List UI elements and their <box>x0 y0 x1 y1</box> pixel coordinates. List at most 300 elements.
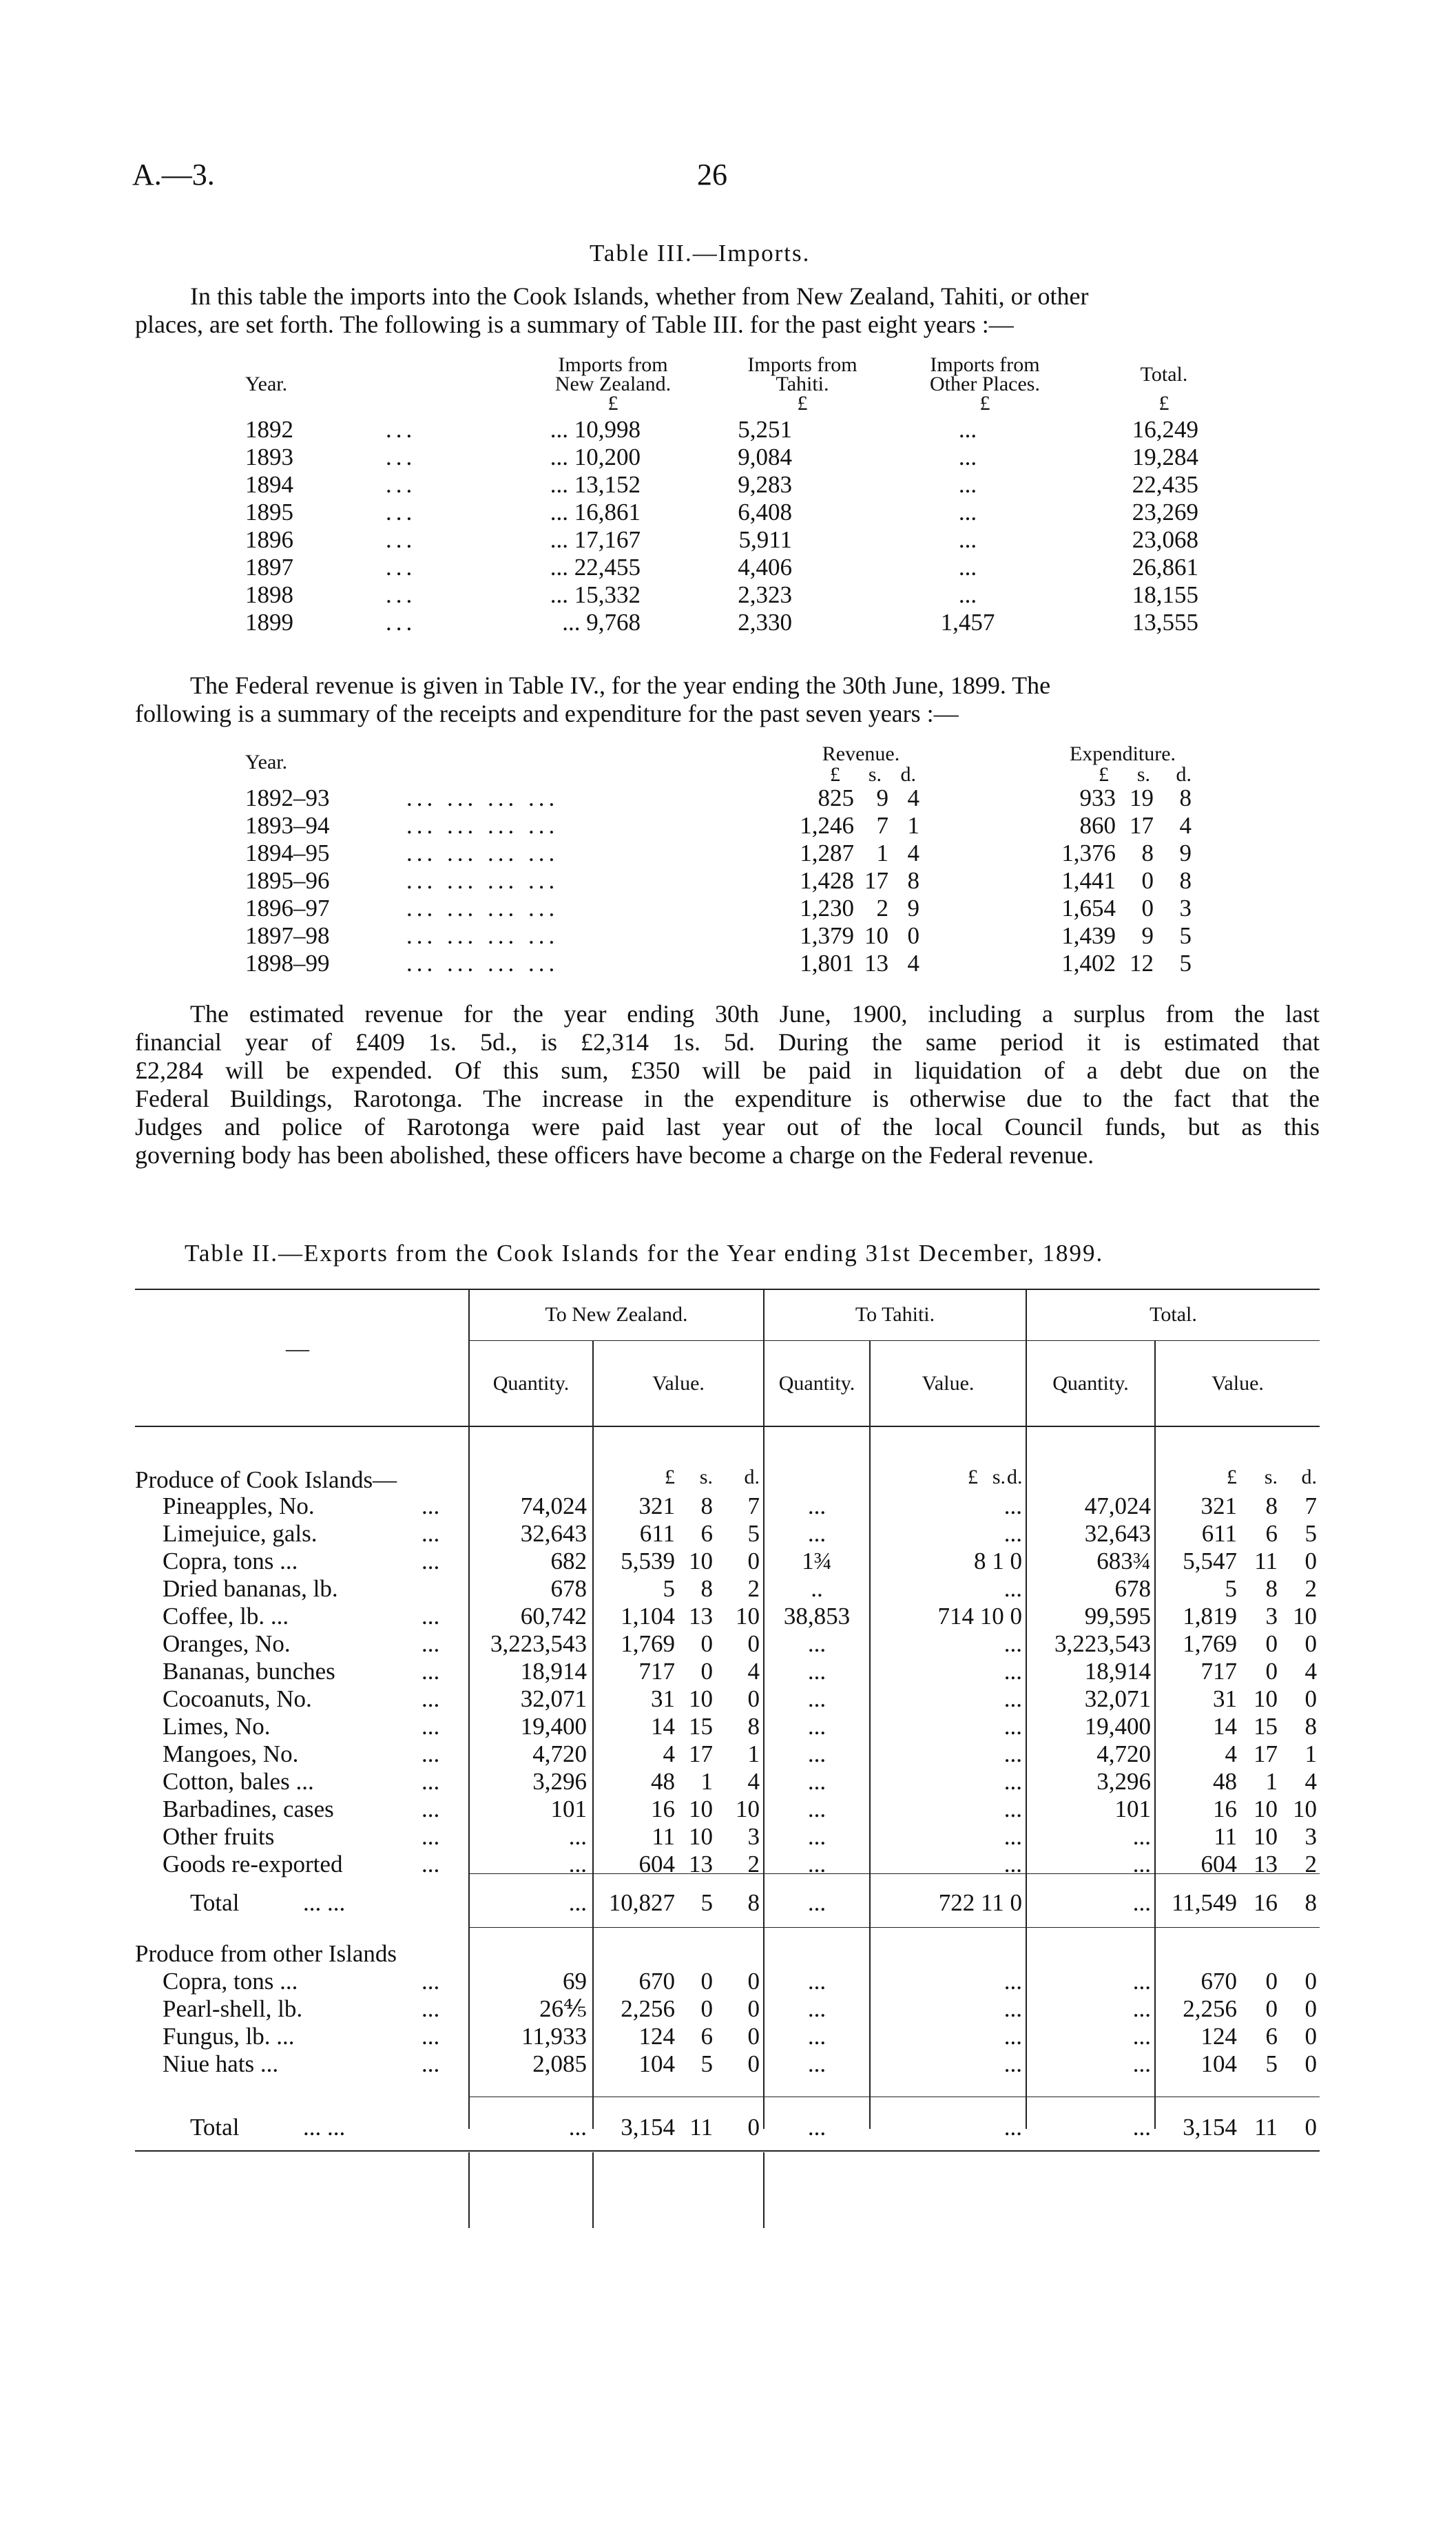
revenue-dots: ... ... ... ... <box>406 922 559 949</box>
exports-leader-dots: ... <box>422 1851 440 1878</box>
exports-total-pounds: 1,819 <box>1183 1603 1237 1630</box>
exports-total-quantity: ... <box>1132 1851 1151 1878</box>
imports-total-value: 19,284 <box>1132 444 1198 470</box>
exports-nz-pence: 0 <box>747 2023 760 2050</box>
imports-nz-value: ... 13,152 <box>550 471 641 498</box>
exports-total-pence: 2 <box>1304 1851 1317 1878</box>
exports-leader-dots: ... <box>422 1796 440 1822</box>
exports-tahiti-value: 722 11 0 <box>938 1889 1022 1916</box>
exports-leader-dots: ... <box>422 1630 440 1657</box>
exports-nz-shillings: 0 <box>700 1658 713 1685</box>
exports-vline-8 <box>592 2152 594 2228</box>
exports-nz-shillings: 6 <box>700 2023 713 2050</box>
exports-total-shillings: 0 <box>1265 1968 1278 1995</box>
imports-dots: ... <box>386 581 417 608</box>
imports-dots: ... <box>386 471 417 498</box>
exports-leader-dots: ... <box>422 1658 440 1685</box>
revenue-dots: ... ... ... ... <box>406 867 559 894</box>
exports-nz-shillings: 0 <box>700 1995 713 2022</box>
exports-tahiti-value-header: Value. <box>922 1372 975 1395</box>
exports-total-shillings: 6 <box>1265 2023 1278 2050</box>
exports-total-pounds: 611 <box>1201 1520 1237 1547</box>
imports-col-other-2: Other Places. <box>930 373 1040 395</box>
exports-total-pounds: 4 <box>1225 1740 1237 1767</box>
revenue-pounds: 825 <box>818 784 854 811</box>
exports-item-label: Limes, No. <box>163 1713 271 1740</box>
exports-tahiti-value: 714 10 0 <box>937 1603 1022 1630</box>
revenue-year: 1896–97 <box>245 895 330 922</box>
exports-tahiti-value: ... <box>1003 1768 1022 1795</box>
exports-nz-quantity: 26⅘ <box>539 1995 587 2022</box>
exports-item-label: Limejuice, gals. <box>163 1520 318 1547</box>
exports-nz-shillings: 5 <box>700 1889 713 1916</box>
revenue-year: 1894–95 <box>245 840 330 866</box>
revenue-dots: ... ... ... ... <box>406 895 559 922</box>
exports-total-quantity: 32,643 <box>1084 1520 1151 1547</box>
revenue-year: 1893–94 <box>245 812 330 839</box>
revenue-pounds: 1,287 <box>800 840 854 866</box>
exports-tahiti-quantity: ... <box>807 1740 826 1767</box>
exports-item-label: Mangoes, No. <box>163 1740 299 1767</box>
exports-total-quantity: ... <box>1132 1968 1151 1995</box>
revenue-col-expenditure: Expenditure. <box>1069 742 1176 765</box>
imports-pound-nz: £ <box>607 392 618 415</box>
revenue-shillings: 13 <box>864 950 888 977</box>
revenue-dots: ... ... ... ... <box>406 840 559 866</box>
exports-total-shillings: 13 <box>1254 1851 1278 1878</box>
exports-nz-pounds: 5 <box>663 1575 675 1602</box>
exports-nz-quantity: 3,296 <box>532 1768 587 1795</box>
imports-total-value: 26,861 <box>1132 554 1198 581</box>
expenditure-shillings: 0 <box>1141 895 1154 922</box>
revenue-pounds: 1,246 <box>800 812 854 839</box>
exports-total-quantity: 18,914 <box>1084 1658 1151 1685</box>
revenue-year: 1897–98 <box>245 922 330 949</box>
exports-title: Table II.—Exports from the Cook Islands for the Year ending 31st December, 1899. <box>185 1240 1104 1267</box>
revenue-shillings: 10 <box>864 922 888 949</box>
exports-total-quantity: ... <box>1132 1823 1151 1850</box>
exports-total-pounds: 717 <box>1200 1658 1237 1685</box>
exports-nz-pence: 10 <box>736 1603 760 1630</box>
exports-nz-shillings: 1 <box>700 1768 713 1795</box>
exports-total-shillings: 8 <box>1265 1575 1278 1602</box>
exports-tahiti-value: ... <box>1003 1685 1022 1712</box>
exports-total-quantity: ... <box>1132 1889 1151 1916</box>
exports-item-label: Pineapples, No. <box>163 1492 315 1519</box>
imports-other-value: ... <box>958 581 977 608</box>
exports-tahiti-value: ... <box>1003 1520 1022 1547</box>
exports-total1-rule-bottom <box>468 1927 1320 1928</box>
imports-total-value: 16,249 <box>1132 416 1198 443</box>
imports-other-value: 1,457 <box>940 609 995 636</box>
exports-tahiti-quantity: ... <box>807 2050 826 2077</box>
revenue-pence: 4 <box>907 784 919 811</box>
exports-nz-pounds: 31 <box>651 1685 675 1712</box>
exports-total-shillings: 5 <box>1265 2050 1278 2077</box>
expenditure-pounds: 1,654 <box>1061 895 1116 922</box>
estimate-line: £2,284 will be expended. Of this sum, £350 will be paid in liquidation of a debt due on the <box>135 1057 1320 1084</box>
exports-nz-quantity: 60,742 <box>520 1603 587 1630</box>
exports-total-pence: 10 <box>1293 1603 1317 1630</box>
report-reference: A.—3. <box>132 158 215 191</box>
estimate-line: governing body has been abolished, these officers have become a charge on the Federal revenue. <box>135 1141 1094 1169</box>
exports-nz-quantity: 19,400 <box>520 1713 587 1740</box>
exports-total-label: Total <box>190 1889 240 1916</box>
exports-item-label: Goods re-exported <box>163 1851 343 1878</box>
revenue-pounds: 1,379 <box>800 922 854 949</box>
exports-total-pounds: 48 <box>1213 1768 1237 1795</box>
exports-item-label: Bananas, bunches <box>163 1658 335 1685</box>
exports-leader-dots: ... <box>422 2050 440 2077</box>
exports-total-value-header: Value. <box>1211 1372 1264 1395</box>
exports-nz-pence: 1 <box>747 1740 760 1767</box>
exports-total-pounds: 2,256 <box>1183 1995 1237 2022</box>
exports-leader-dots: ... <box>422 1740 440 1767</box>
exports-nz-pence: 3 <box>747 1823 760 1850</box>
imports-total-value: 18,155 <box>1132 581 1198 608</box>
exports-nz-quantity: 682 <box>550 1548 587 1574</box>
revenue-lsd-shilling: s. <box>868 763 882 786</box>
exports-nz-pence: 0 <box>747 1548 760 1574</box>
exports-total-pounds: 5,547 <box>1183 1548 1237 1574</box>
exports-tahiti-quantity: ... <box>807 1796 826 1822</box>
exports-leader-dots: ... <box>422 1520 440 1547</box>
exports-leader-dots: ... <box>422 1768 440 1795</box>
exports-nz-pounds: 14 <box>651 1713 675 1740</box>
exports-total-pounds: 104 <box>1200 2050 1237 2077</box>
exports-total-shillings: 10 <box>1254 1685 1278 1712</box>
exports-total-pounds: 11,549 <box>1172 1889 1237 1916</box>
exports-leader-dots: ... <box>422 2023 440 2050</box>
exports-nz-quantity: 32,071 <box>520 1685 587 1712</box>
exports-nz-pence: 8 <box>747 1889 760 1916</box>
imports-year: 1895 <box>245 499 293 526</box>
exports-tahiti-quantity: ... <box>807 1685 826 1712</box>
exports-vline-7 <box>468 2152 470 2228</box>
exports-nz-shillings: 10 <box>689 1796 713 1822</box>
exports-total-pence: 8 <box>1304 1713 1317 1740</box>
imports-pound-total: £ <box>1158 392 1169 415</box>
exports-nz-pence: 0 <box>747 1685 760 1712</box>
imports-year: 1892 <box>245 416 293 443</box>
exports-group-rule <box>468 1340 1320 1341</box>
revenue-pounds: 1,801 <box>800 950 854 977</box>
exports-total-pence: 0 <box>1304 2050 1317 2077</box>
exports-item-label: Oranges, No. <box>163 1630 291 1657</box>
exports-total-pence: 7 <box>1304 1492 1317 1519</box>
revenue-lsd-pound: £ <box>830 763 840 786</box>
exports-nz-shillings: 8 <box>700 1575 713 1602</box>
exports-nz-pence: 5 <box>747 1520 760 1547</box>
exports-nz-pence: 0 <box>747 1968 760 1995</box>
exports-total-shillings: 0 <box>1265 1995 1278 2022</box>
imports-pound-other: £ <box>979 392 990 415</box>
imports-col-other-1: Imports from <box>930 353 1040 376</box>
imports-other-value: ... <box>958 499 977 526</box>
expenditure-pence: 4 <box>1179 812 1192 839</box>
exports-nz-pence: 0 <box>747 2114 760 2141</box>
revenue-shillings: 17 <box>864 867 888 894</box>
imports-total-value: 23,068 <box>1132 526 1198 553</box>
exports-section-cook: Produce of Cook Islands— <box>135 1466 397 1493</box>
exports-nz-quantity: 678 <box>550 1575 587 1602</box>
revenue-pence: 0 <box>907 922 919 949</box>
imports-intro-line2: places, are set forth. The following is a summary of Table III. for the past eight years :— <box>135 311 1014 338</box>
exports-tahiti-lsd-pence: d. <box>1007 1466 1023 1488</box>
exports-total-quantity: 47,024 <box>1084 1492 1151 1519</box>
revenue-pence: 4 <box>907 840 919 866</box>
exports-total-pence: 0 <box>1304 2023 1317 2050</box>
exports-total-quantity: 3,296 <box>1096 1768 1151 1795</box>
imports-tahiti-value: 4,406 <box>738 554 792 581</box>
imports-col-nz-2: New Zealand. <box>554 373 672 395</box>
exports-total-quantity: ... <box>1132 2023 1151 2050</box>
imports-other-value: ... <box>958 416 977 443</box>
exports-tahiti-quantity: ... <box>807 1889 826 1916</box>
revenue-pence: 9 <box>907 895 919 922</box>
exports-total-shillings: 11 <box>1254 2114 1278 2141</box>
exports-total-shillings: 6 <box>1265 1520 1278 1547</box>
revenue-dots: ... ... ... ... <box>406 950 559 977</box>
expenditure-lsd-pence: d. <box>1176 763 1192 786</box>
imports-tahiti-value: 5,251 <box>738 416 792 443</box>
imports-col-year: Year. <box>245 373 288 395</box>
exports-tahiti-quantity: ... <box>807 1492 826 1519</box>
exports-nz-quantity: 74,024 <box>520 1492 587 1519</box>
exports-nz-quantity: 101 <box>550 1796 587 1822</box>
exports-tahiti-lsd-shilling: s. <box>992 1466 1006 1488</box>
imports-dots: ... <box>386 416 417 443</box>
expenditure-pounds: 1,402 <box>1061 950 1116 977</box>
estimate-line: financial year of £409 1s. 5d., is £2,314 1s. 5d. During the same period it is estimated that <box>135 1028 1320 1056</box>
exports-group-tahiti: To Tahiti. <box>855 1303 935 1326</box>
exports-nz-lsd-header: d. <box>744 1466 760 1488</box>
exports-nz-shillings: 10 <box>689 1548 713 1574</box>
exports-tahiti-value: 8 1 0 <box>974 1548 1022 1574</box>
expenditure-pounds: 1,439 <box>1061 922 1116 949</box>
exports-total-pounds: 16 <box>1213 1796 1237 1822</box>
exports-nz-pounds: 717 <box>638 1658 675 1685</box>
expenditure-pence: 8 <box>1179 784 1192 811</box>
exports-total-shillings: 17 <box>1254 1740 1278 1767</box>
exports-nz-pence: 8 <box>747 1713 760 1740</box>
imports-tahiti-value: 2,330 <box>738 609 792 636</box>
revenue-year: 1892–93 <box>245 784 330 811</box>
exports-nz-shillings: 11 <box>689 2114 713 2141</box>
exports-nz-pounds: 5,539 <box>621 1548 675 1574</box>
exports-total-pounds: 31 <box>1213 1685 1237 1712</box>
exports-nz-shillings: 0 <box>700 1968 713 1995</box>
imports-other-value: ... <box>958 444 977 470</box>
exports-nz-pounds: 104 <box>638 2050 675 2077</box>
imports-year: 1899 <box>245 609 293 636</box>
expenditure-pence: 9 <box>1179 840 1192 866</box>
revenue-year: 1895–96 <box>245 867 330 894</box>
exports-group-nz: To New Zealand. <box>545 1303 688 1326</box>
exports-tahiti-quantity: ... <box>807 1995 826 2022</box>
exports-tahiti-value: ... <box>1003 1575 1022 1602</box>
exports-nz-quantity: 11,933 <box>521 2023 587 2050</box>
exports-tahiti-quantity: ... <box>807 1968 826 1995</box>
estimate-line: Federal Buildings, Rarotonga. The increase in the expenditure is otherwise due to the fact that the <box>135 1085 1320 1112</box>
exports-leader-dots: ... <box>422 1548 440 1574</box>
imports-tahiti-value: 2,323 <box>738 581 792 608</box>
expenditure-shillings: 12 <box>1130 950 1154 977</box>
exports-nz-pounds: 16 <box>651 1796 675 1822</box>
exports-nz-shillings: 13 <box>689 1851 713 1878</box>
exports-total-quantity: 32,071 <box>1084 1685 1151 1712</box>
revenue-col-year: Year. <box>245 751 288 773</box>
imports-year: 1893 <box>245 444 293 470</box>
exports-tahiti-value: ... <box>1003 1851 1022 1878</box>
exports-tahiti-quantity: ... <box>807 2114 826 2141</box>
revenue-pounds: 1,230 <box>800 895 854 922</box>
exports-nz-shillings: 8 <box>700 1492 713 1519</box>
imports-nz-value: ... 10,200 <box>550 444 641 470</box>
exports-nz-quantity-header: Quantity. <box>492 1372 570 1395</box>
imports-nz-value: ... 17,167 <box>550 526 641 553</box>
exports-total-lsd-header: s. <box>1264 1466 1278 1488</box>
exports-total-pounds: 11 <box>1214 1823 1237 1850</box>
imports-year: 1898 <box>245 581 293 608</box>
exports-tahiti-quantity: ... <box>807 1851 826 1878</box>
exports-item-label: Cotton, bales ... <box>163 1768 314 1795</box>
revenue-dots: ... ... ... ... <box>406 812 559 839</box>
exports-total-quantity: 19,400 <box>1084 1713 1151 1740</box>
imports-nz-value: ... 16,861 <box>550 499 641 526</box>
imports-dots: ... <box>386 499 417 526</box>
exports-tahiti-quantity: ... <box>807 1823 826 1850</box>
exports-total-label: Total <box>190 2114 240 2141</box>
revenue-col-revenue: Revenue. <box>822 742 900 765</box>
exports-tahiti-value: ... <box>1003 1823 1022 1850</box>
exports-total-quantity: ... <box>1132 1995 1151 2022</box>
exports-total-pence: 0 <box>1304 1685 1317 1712</box>
imports-tahiti-value: 5,911 <box>738 526 792 553</box>
exports-total-quantity: ... <box>1132 2114 1151 2141</box>
imports-tahiti-value: 9,084 <box>738 444 792 470</box>
revenue-year: 1898–99 <box>245 950 330 977</box>
exports-total-pounds: 3,154 <box>1183 2114 1237 2141</box>
revenue-intro-line1: The Federal revenue is given in Table IV., for the year ending the 30th June, 1899. The <box>190 672 1051 699</box>
imports-other-value: ... <box>958 471 977 498</box>
exports-total-shillings: 3 <box>1265 1603 1278 1630</box>
exports-nz-shillings: 17 <box>689 1740 713 1767</box>
page-number: 26 <box>697 158 727 191</box>
exports-leader-dots: ... <box>422 1995 440 2022</box>
exports-tahiti-value: ... <box>1003 1713 1022 1740</box>
exports-section-other: Produce from other Islands <box>135 1940 397 1967</box>
imports-other-value: ... <box>958 554 977 581</box>
exports-nz-shillings: 10 <box>689 1823 713 1850</box>
exports-top-rule <box>135 1289 1320 1290</box>
exports-nz-pounds: 10,827 <box>608 1889 675 1916</box>
imports-col-tahiti-1: Imports from <box>747 353 857 376</box>
exports-nz-pence: 4 <box>747 1658 760 1685</box>
exports-nz-shillings: 15 <box>689 1713 713 1740</box>
exports-nz-pounds: 321 <box>638 1492 675 1519</box>
exports-tahiti-value: ... <box>1003 1968 1022 1995</box>
exports-nz-pounds: 11 <box>652 1823 675 1850</box>
exports-nz-quantity: 4,720 <box>532 1740 587 1767</box>
exports-nz-pounds: 48 <box>651 1768 675 1795</box>
exports-nz-pence: 2 <box>747 1851 760 1878</box>
exports-item-label: Other fruits <box>163 1823 275 1850</box>
exports-tahiti-value: ... <box>1003 1492 1022 1519</box>
imports-nz-value: ... 9,768 <box>562 609 641 636</box>
expenditure-lsd-shilling: s. <box>1136 763 1150 786</box>
exports-item-label: Copra, tons ... <box>163 1548 298 1574</box>
exports-nz-quantity: ... <box>568 2114 587 2141</box>
imports-col-total: Total. <box>1140 363 1188 386</box>
exports-total-quantity: 99,595 <box>1084 1603 1151 1630</box>
exports-total-quantity: 4,720 <box>1096 1740 1151 1767</box>
exports-total-pounds: 1,769 <box>1183 1630 1237 1657</box>
exports-nz-pounds: 3,154 <box>621 2114 675 2141</box>
imports-total-value: 13,555 <box>1132 609 1198 636</box>
exports-total-pounds: 670 <box>1200 1968 1237 1995</box>
exports-total-shillings: 0 <box>1265 1630 1278 1657</box>
imports-dots: ... <box>386 444 417 470</box>
exports-total-pence: 4 <box>1304 1658 1317 1685</box>
exports-item-label: Niue hats ... <box>163 2050 279 2077</box>
imports-col-tahiti-2: Tahiti. <box>776 373 829 395</box>
expenditure-lsd-pound: £ <box>1099 763 1109 786</box>
exports-leader-dots: ... <box>422 1713 440 1740</box>
exports-nz-pounds: 611 <box>639 1520 675 1547</box>
exports-nz-quantity: 32,643 <box>520 1520 587 1547</box>
exports-total-pence: 0 <box>1304 2114 1317 2141</box>
exports-total-pounds: 604 <box>1200 1851 1237 1878</box>
expenditure-shillings: 17 <box>1130 812 1154 839</box>
exports-nz-shillings: 5 <box>700 2050 713 2077</box>
exports-nz-pounds: 124 <box>638 2023 675 2050</box>
exports-nz-pounds: 670 <box>638 1968 675 1995</box>
exports-nz-value-header: Value. <box>652 1372 705 1395</box>
exports-total-quantity-header: Quantity. <box>1052 1372 1129 1395</box>
exports-nz-pence: 4 <box>747 1768 760 1795</box>
imports-nz-value: ... 10,998 <box>550 416 641 443</box>
exports-item-label: Coffee, lb. ... <box>163 1603 289 1630</box>
expenditure-shillings: 9 <box>1141 922 1154 949</box>
exports-nz-quantity: 18,914 <box>520 1658 587 1685</box>
imports-dots: ... <box>386 554 417 581</box>
exports-tahiti-value: ... <box>1003 2023 1022 2050</box>
exports-tahiti-value: ... <box>1003 2114 1022 2141</box>
imports-intro-line1: In this table the imports into the Cook Islands, whether from New Zealand, Tahiti, or other <box>190 282 1089 310</box>
exports-tahiti-quantity: ... <box>807 2023 826 2050</box>
exports-total-shillings: 16 <box>1254 1889 1278 1916</box>
imports-nz-value: ... 15,332 <box>550 581 641 608</box>
revenue-intro-line2: following is a summary of the receipts and expenditure for the past seven years :— <box>135 700 959 727</box>
exports-total-shillings: 8 <box>1265 1492 1278 1519</box>
exports-total-pounds: 124 <box>1200 2023 1237 2050</box>
exports-total-pence: 0 <box>1304 1995 1317 2022</box>
exports-tahiti-value: ... <box>1003 1630 1022 1657</box>
exports-nz-shillings: 13 <box>689 1603 713 1630</box>
exports-nz-lsd-header: s. <box>699 1466 713 1488</box>
exports-nz-pence: 0 <box>747 2050 760 2077</box>
exports-total-pounds: 321 <box>1200 1492 1237 1519</box>
expenditure-pence: 5 <box>1179 950 1192 977</box>
exports-nz-pounds: 604 <box>638 1851 675 1878</box>
expenditure-shillings: 19 <box>1130 784 1154 811</box>
exports-nz-quantity: ... <box>568 1851 587 1878</box>
expenditure-shillings: 8 <box>1141 840 1154 866</box>
exports-dash: — <box>286 1336 309 1362</box>
exports-nz-quantity: 3,223,543 <box>490 1630 587 1657</box>
exports-tahiti-quantity: ... <box>807 1630 826 1657</box>
